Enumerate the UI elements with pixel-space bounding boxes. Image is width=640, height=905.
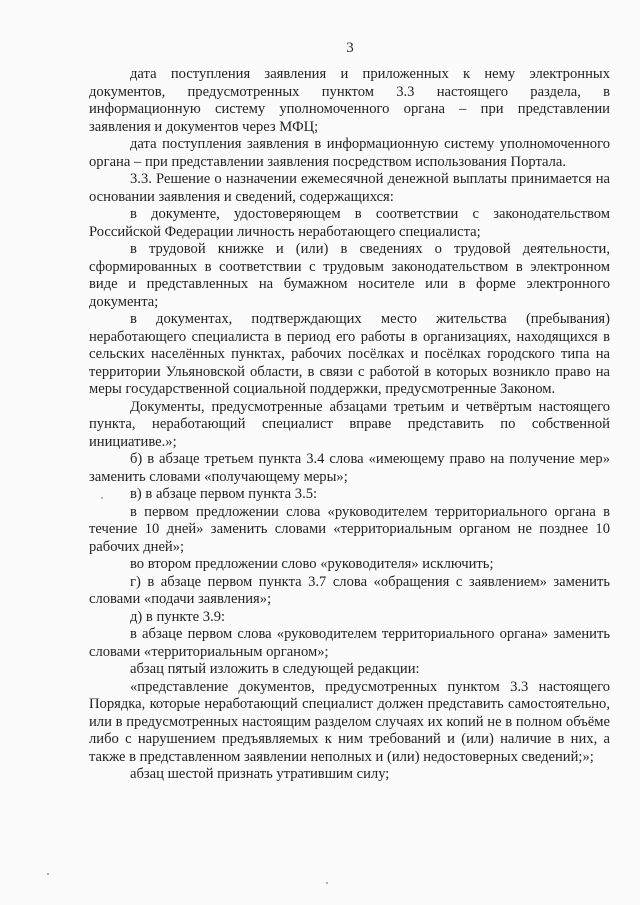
page-number: 3 <box>346 40 354 56</box>
paragraph: во втором предложении слово «руководителя» исключить; <box>130 556 494 572</box>
document-body <box>89 66 610 784</box>
paragraph: в абзаце первом слова «руководителем территориального органа» заменить словами «территориальным органом»; <box>89 626 610 660</box>
paragraph: в первом предложении слова «руководителем территориального органа в течение 10 дней» заменить словами «территориальным органом не позднее 10 рабочих дней»; <box>89 503 610 555</box>
paragraph: в трудовой книжке и (или) в сведениях о трудовой деятельности, сформированных в соответствии с трудовым законодательством в электронном виде и представленных на бумажном носителе или в форме электронного документа; <box>89 241 610 310</box>
scan-speck <box>47 873 49 875</box>
paragraph: г) в абзаце первом пункта 3.7 слова «обращения с заявлением» заменить словами «подачи заявления»; <box>89 573 610 607</box>
paragraph: дата поступления заявления в информационную систему уполномоченного органа – при представлении заявления посредством использования Портала. <box>89 136 610 170</box>
paragraph: дата поступления заявления и приложенных к нему электронных документов, предусмотренных пунктом 3.3 настоящего раздела, в информационную систему уполномоченного органа – при представлении заявления и документов через МФЦ; <box>89 66 610 135</box>
paragraph: в документах, подтверждающих место жительства (пребывания) неработающего специалиста в период его работы в организациях, находящихся в сельских населённых пунктах, рабочих посёлках и посёлках городского типа на территории Ульяновской области, в связи с работой в которых возникло право на меры государственной социальной поддержки, предусмотренные Законом. <box>89 311 610 397</box>
paragraph: в документе, удостоверяющем в соответствии с законодательством Российской Федерации личность неработающего специалиста; <box>89 206 610 240</box>
paragraph: «представление документов, предусмотренных пунктом 3.3 настоящего Порядка, которые неработающий специалист должен представить самостоятельно, или в предусмотренных настоящим разделом случаях их копий не в полном объёме либо с нарушением предъявляемых к ним требований и (или) наличие в них, а также в представленном заявлении неполных и (или) недостоверных сведений;»; <box>89 678 610 765</box>
paragraph: д) в пункте 3.9: <box>130 608 226 625</box>
paragraph: в) в абзаце первом пункта 3.5: <box>130 486 318 502</box>
scan-speck <box>326 882 328 884</box>
paragraph: Документы, предусмотренные абзацами третьим и четвёртым настоящего пункта, неработающий специалист вправе представить по собственной инициативе.»; <box>89 398 610 450</box>
paragraph: б) в абзаце третьем пункта 3.4 слова «имеющему право на получение мер» заменить словами «получающему меры»; <box>89 451 610 485</box>
paragraph: абзац пятый изложить в следующей редакции: <box>130 661 420 677</box>
paragraph: 3.3. Решение о назначении ежемесячной денежной выплаты принимается на основании заявления и сведений, содержащихся: <box>89 171 610 205</box>
paragraph: абзац шестой признать утратившим силу; <box>130 766 390 782</box>
scan-speck <box>101 497 103 499</box>
